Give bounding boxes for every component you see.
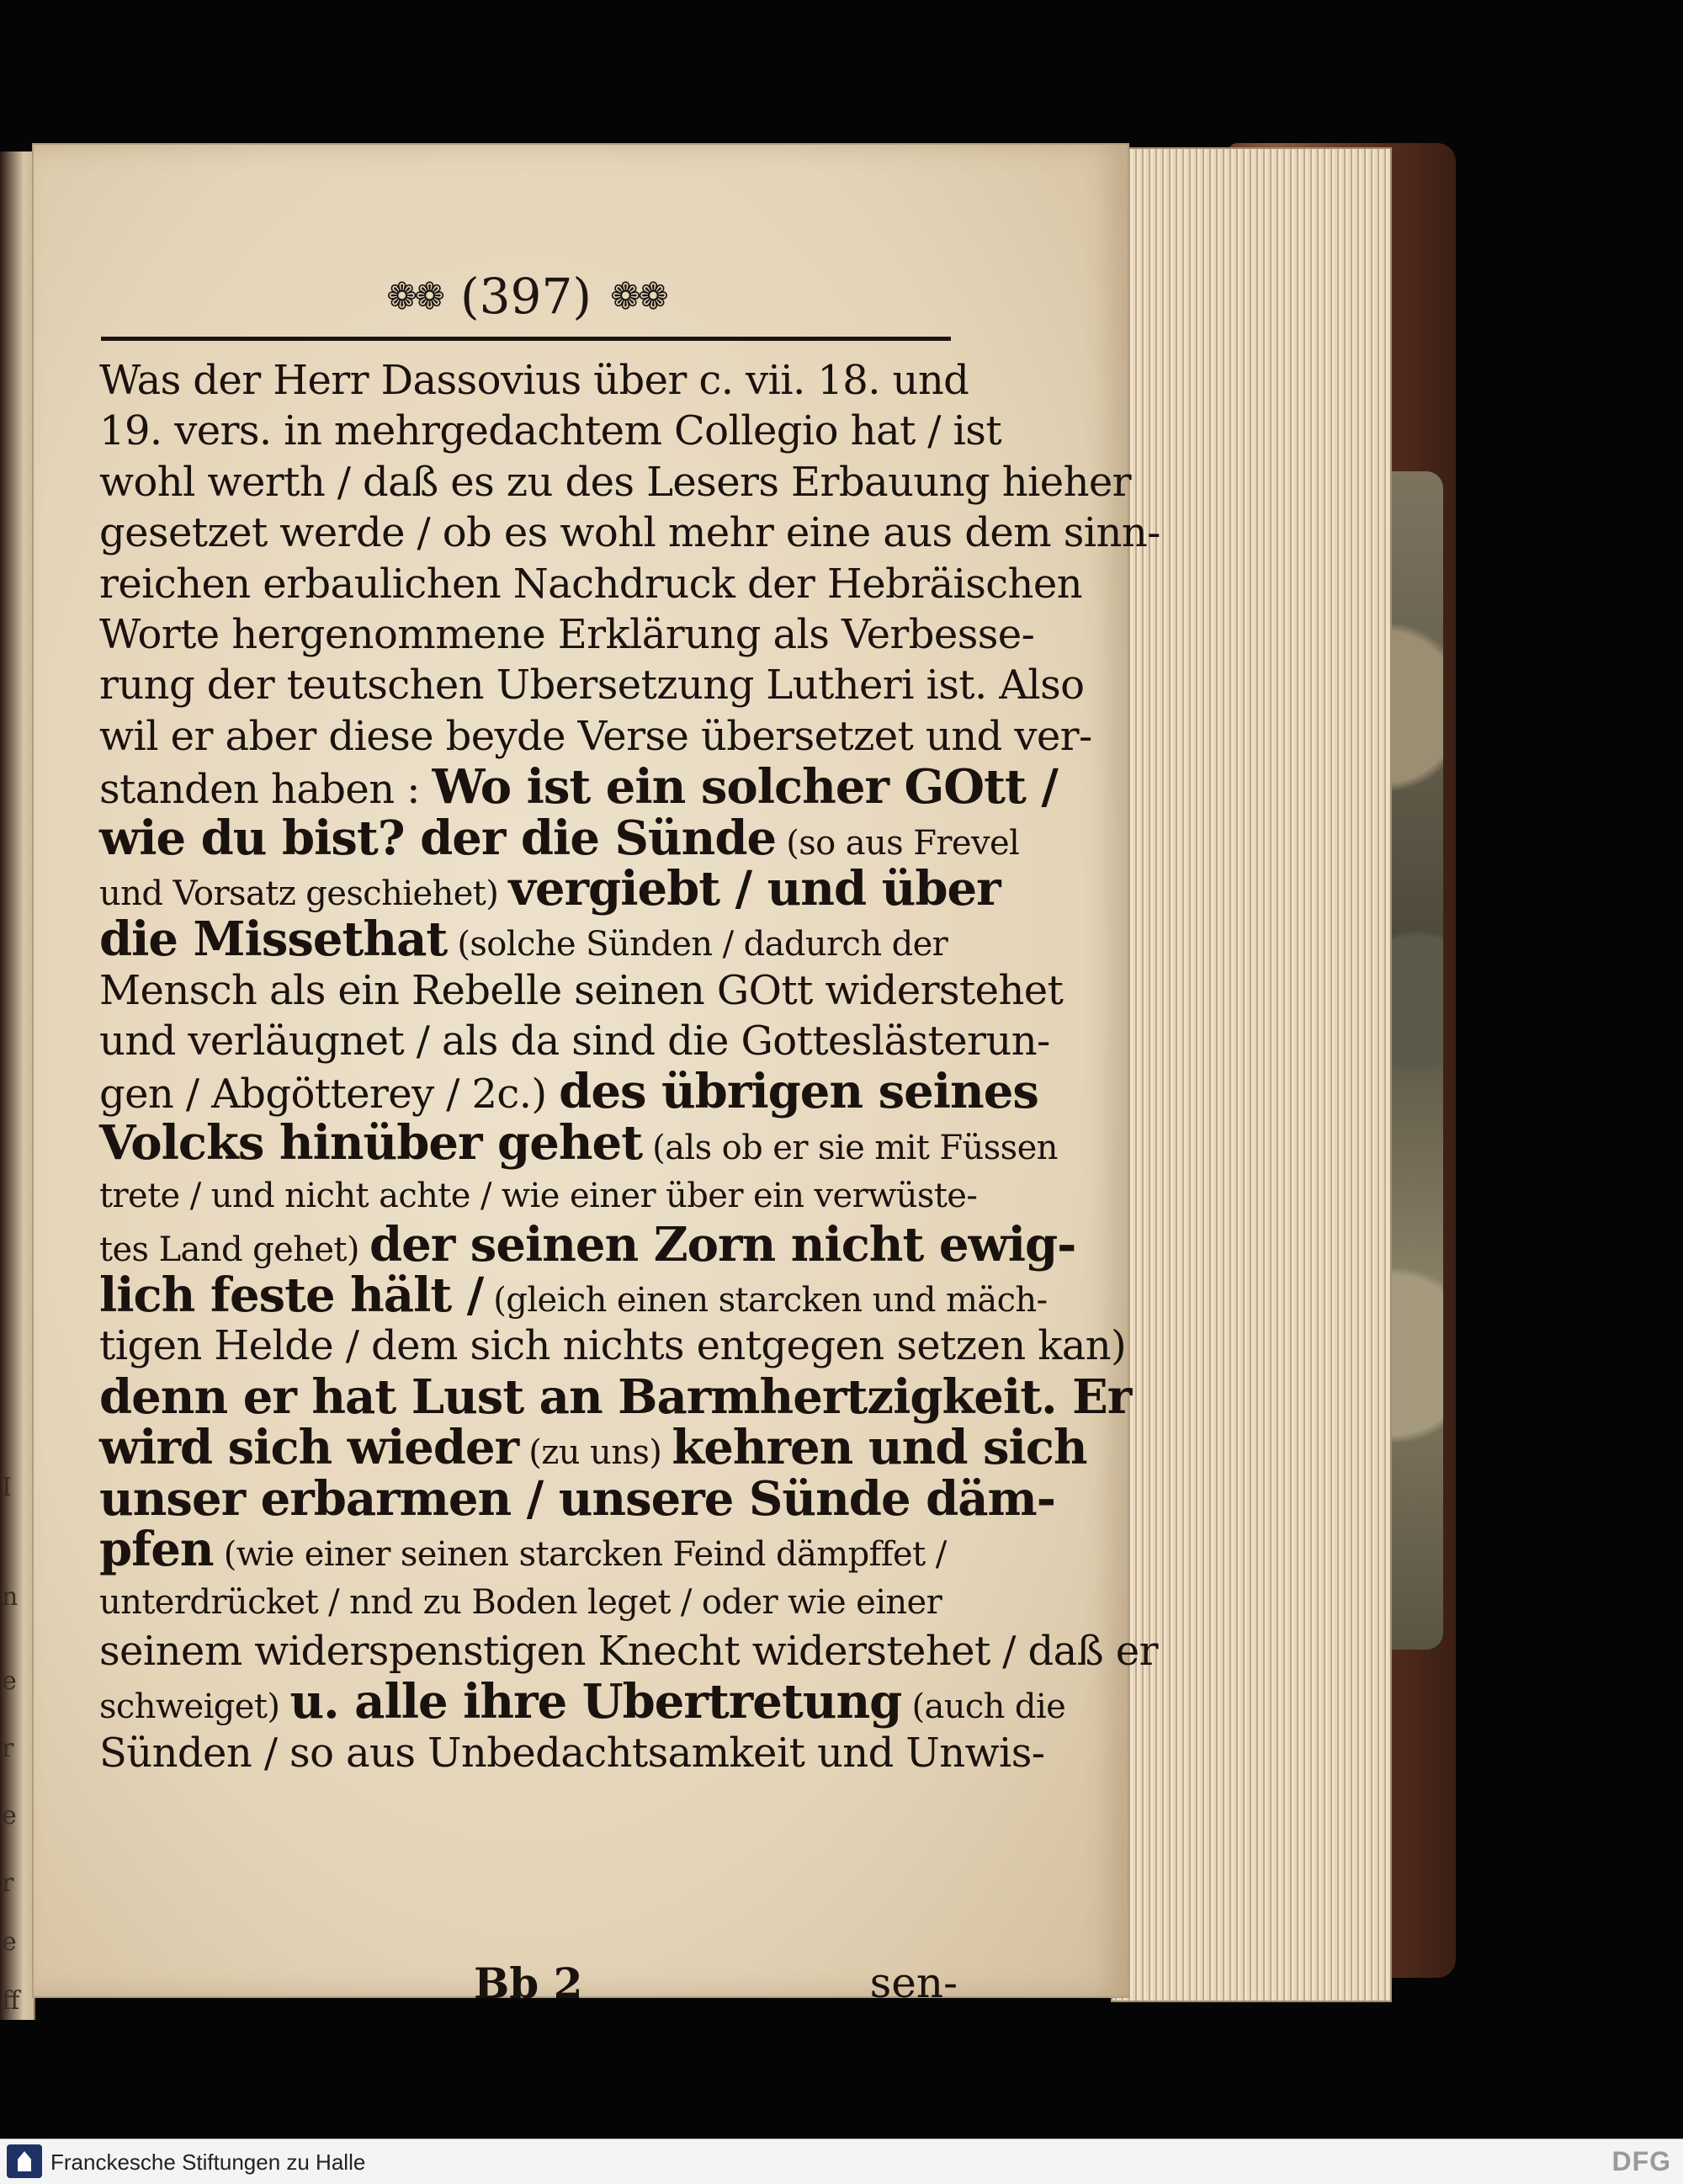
text-line: Was der Herr Dassovius über c. vii. 18. und (99, 357, 969, 404)
emphasis: des übrigen seines (559, 1064, 1038, 1120)
footer-bar (0, 2139, 1683, 2184)
emphasis: lich feste hält / (99, 1267, 484, 1324)
text-line: wil er aber diese beyde Verse übersetzet und ver- (99, 712, 1092, 760)
page-foot (99, 1958, 958, 2017)
book-page (32, 143, 1160, 2008)
text-line: pfen (wie einer seinen starcken Feind dämpffet / (99, 1521, 947, 1577)
ornament-right-icon: ❁❁ (609, 274, 666, 318)
emphasis: kehren und sich (672, 1420, 1087, 1476)
text-line: reichen erbaulichen Nachdruck der Hebräischen (99, 560, 1082, 608)
text-line (99, 1470, 1056, 1527)
text-line: gen / Abgötterey / 2c.) des übrigen seines (99, 1064, 1038, 1120)
text-line: und Vorsatz geschiehet) vergiebt / und über (99, 860, 1001, 917)
emphasis: Volcks hinüber gehet (99, 1114, 643, 1171)
text-line: wie du bist? der die Sünde (so aus Frevel (99, 810, 1020, 866)
emphasis: pfen (99, 1521, 214, 1577)
margin-fragment: r (2, 1868, 14, 1898)
emphasis: die Missethat (99, 911, 448, 968)
page-number: (397) (460, 268, 592, 325)
margin-fragment: e (2, 1801, 17, 1831)
text-line: tes Land gehet) der seinen Zorn nicht ewig- (99, 1216, 1076, 1273)
text-line: Sünden / so aus Unbedachtsamkeit und Unwis- (99, 1729, 1045, 1777)
text-line: wird sich wieder (zu uns) kehren und sich (99, 1420, 1087, 1476)
margin-fragment: e (2, 1666, 17, 1696)
margin-fragment: n (2, 1582, 19, 1612)
emphasis: u. alle ihre Ubertretung (289, 1674, 902, 1730)
facing-page-edge (0, 151, 35, 2020)
dfg-logo: DFG (1611, 2146, 1671, 2176)
emphasis: wird sich wieder (99, 1420, 519, 1476)
text-line: lich feste hält / (gleich einen starcken und mäch- (99, 1267, 1048, 1324)
text-line: unterdrücket / nnd zu Boden leget / oder wie einer (99, 1583, 942, 1623)
text-line: Worte hergenommene Erklärung als Verbesse- (99, 610, 1035, 658)
emphasis: unser erbarmen / unsere Sünde däm- (99, 1470, 1056, 1527)
emphasis: vergiebt / und über (508, 860, 1001, 917)
body-text (99, 355, 1160, 1778)
margin-fragment: ff (2, 1986, 20, 2016)
text-line: 19. vers. in mehrgedachtem Collegio hat / ist (99, 407, 1002, 455)
text-line: gesetzet werde / ob es wohl mehr eine aus dem sinn- (99, 509, 1160, 557)
text-line: und verläugnet / als da sind die Gotteslästerun- (99, 1018, 1050, 1065)
page-edges (1111, 147, 1392, 2002)
margin-fragment: r (2, 1734, 14, 1763)
ornament-left-icon: ❁❁ (386, 274, 443, 318)
text-line: schweiget) u. alle ihre Ubertretung (auch die (99, 1674, 1066, 1730)
signature-mark: Bb 2 (474, 1958, 583, 2008)
emphasis: Wo ist ein solcher GOtt / (432, 759, 1058, 816)
margin-fragment: e (2, 1927, 17, 1957)
text-line: Volcks hinüber gehet (als ob er sie mit Füssen (99, 1114, 1058, 1171)
emphasis: denn er hat Lust an Barmhertzigkeit. Er (99, 1368, 1132, 1425)
header-rule (101, 337, 951, 341)
text-line: seinem widerspenstigen Knecht widerstehet / daß er (99, 1627, 1158, 1675)
text-line: Mensch als ein Rebelle seinen GOtt widerstehet (99, 966, 1064, 1014)
text-line: trete / und nicht achte / wie einer über ein verwüste- (99, 1177, 978, 1216)
emphasis: wie du bist? der die Sünde (99, 810, 777, 866)
text-line: tigen Helde / dem sich nichts entgegen setzen kan) (99, 1322, 1127, 1370)
institution-name: Franckesche Stiftungen zu Halle (50, 2149, 366, 2175)
institution-logo-icon (7, 2144, 42, 2178)
emphasis: der seinen Zorn nicht ewig- (369, 1216, 1076, 1273)
text-line: wohl werth / daß es zu des Lesers Erbauung hieher (99, 458, 1132, 506)
running-head (101, 254, 951, 338)
text-line: die Missethat (solche Sünden / dadurch der (99, 911, 948, 968)
text-line: standen haben : Wo ist ein solcher GOtt / (99, 759, 1058, 816)
catchword: sen- (869, 1958, 958, 2007)
text-line (99, 1368, 1132, 1425)
text-line: rung der teutschen Ubersetzung Lutheri ist. Also (99, 662, 1085, 709)
margin-fragment: I (2, 1473, 12, 1502)
